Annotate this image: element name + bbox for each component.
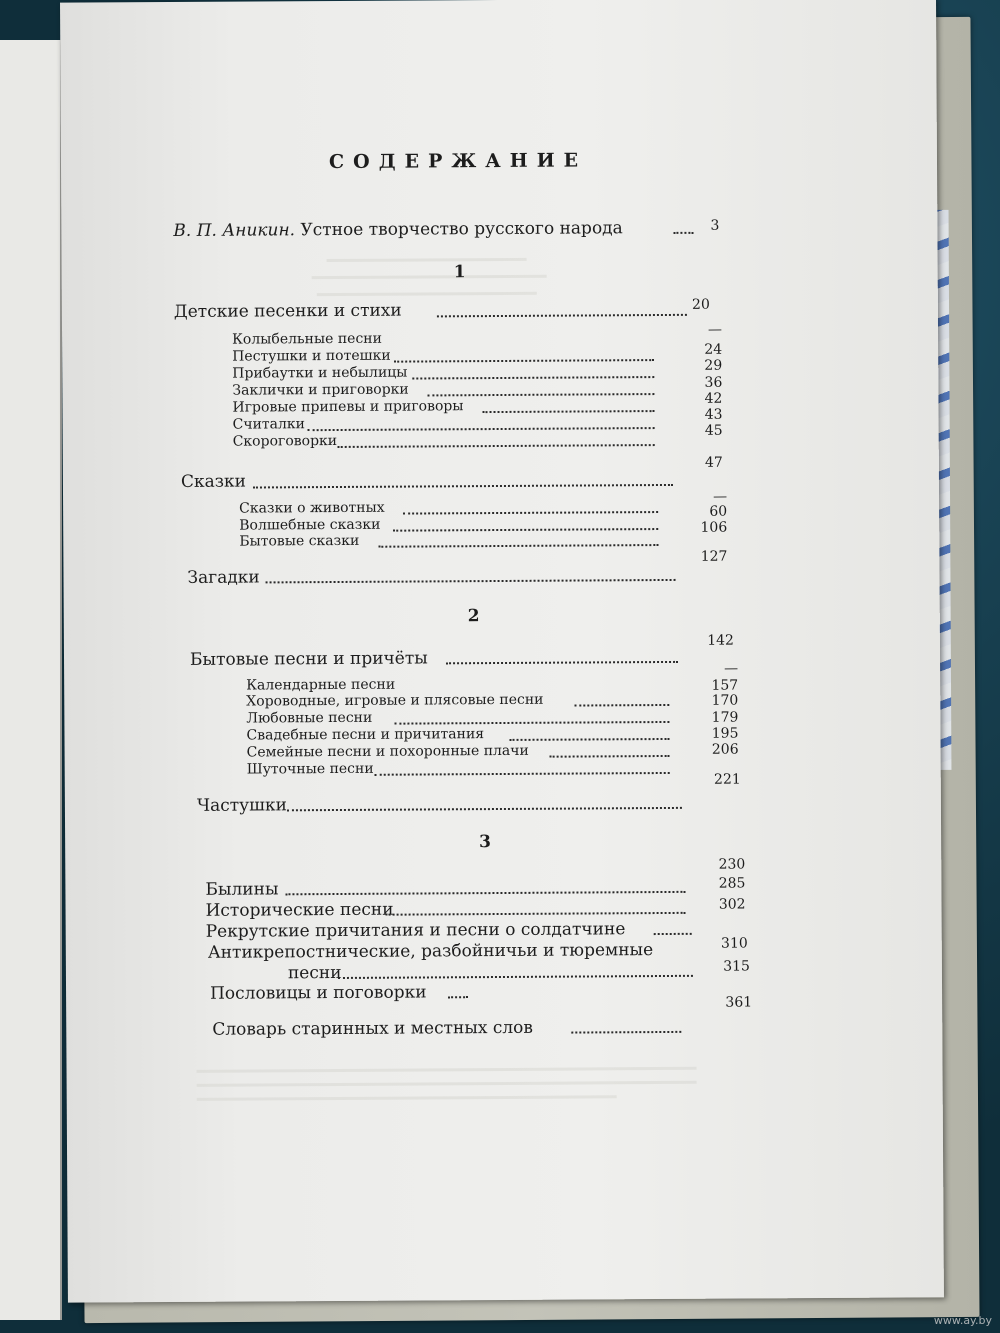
leader-dots bbox=[253, 484, 673, 489]
leader-dots bbox=[375, 772, 670, 776]
toc-entry-title: Детские песенки и стихи bbox=[173, 300, 402, 322]
toc-subentry-title: Календарные песни bbox=[246, 676, 396, 694]
section-number: 3 bbox=[479, 832, 492, 853]
toc-entry-page: 285 bbox=[718, 875, 746, 892]
toc-entry-page: 315 bbox=[723, 958, 750, 975]
toc-entry-page: 310 bbox=[720, 935, 748, 952]
toc-subentry-title: Бытовые сказки bbox=[239, 532, 360, 550]
toc-subentry-title: Волшебные сказки bbox=[239, 516, 381, 534]
leader-dots bbox=[654, 933, 692, 935]
leader-dots bbox=[483, 410, 655, 413]
intro-text: Устное творчество русского народа bbox=[300, 218, 623, 241]
leader-dots bbox=[574, 704, 669, 707]
leader-dots bbox=[550, 755, 670, 758]
toc-subentry-page: 206 bbox=[711, 741, 739, 758]
toc-subentry-title: Семейные песни и похоронные плачи bbox=[246, 742, 529, 761]
toc-subentry-page: 24 bbox=[704, 341, 723, 358]
leader-dots bbox=[378, 544, 658, 548]
toc-subentry-page: 42 bbox=[704, 390, 723, 407]
toc-entry-page: 47 bbox=[704, 454, 723, 471]
toc-subentry-title: Любовные песни bbox=[246, 709, 373, 727]
toc-subentry-page: 195 bbox=[711, 725, 739, 742]
toc-entry-page: 361 bbox=[725, 994, 753, 1011]
show-through-line bbox=[197, 1095, 617, 1101]
toc-entry-title: Пословицы и поговорки bbox=[210, 982, 427, 1004]
toc-subentry-page: 170 bbox=[711, 692, 739, 709]
toc-subentry-title: Сказки о животных bbox=[239, 499, 385, 517]
show-through-line bbox=[312, 275, 547, 279]
show-through-line bbox=[197, 1067, 697, 1073]
toc-subentry-page: 45 bbox=[704, 422, 723, 439]
leader-dots bbox=[394, 721, 669, 725]
toc-subentry-title: Скороговорки bbox=[232, 432, 338, 450]
toc-entry-page: 20 bbox=[691, 296, 710, 313]
section-number: 1 bbox=[453, 262, 466, 283]
toc-subentry-title: Шуточные песни bbox=[246, 760, 374, 778]
leader-dots bbox=[571, 1031, 681, 1034]
leader-dots bbox=[308, 427, 655, 431]
toc-entry-title: Рекрутские причитания и песни о солдатчине bbox=[205, 919, 626, 942]
show-through-line bbox=[317, 292, 537, 296]
toc-entry-title: Бытовые песни и причёты bbox=[189, 648, 428, 670]
toc-entry-title: Антикрепостнические, разбойничьи и тюремные bbox=[207, 940, 654, 963]
show-through-line bbox=[327, 258, 527, 262]
leader-dots bbox=[437, 314, 687, 318]
leader-dots bbox=[386, 912, 686, 916]
leader-dots bbox=[427, 393, 654, 396]
leader-dots bbox=[448, 996, 468, 998]
leader-dots bbox=[446, 661, 678, 664]
toc-subentry-title: Игровые припевы и приговоры bbox=[232, 398, 464, 416]
toc-subentry-page: 60 bbox=[709, 503, 728, 520]
watermark: www.ay.by bbox=[933, 1314, 992, 1327]
page-title: СОДЕРЖАНИЕ bbox=[328, 149, 588, 174]
toc-entry-title: Загадки bbox=[187, 567, 260, 588]
toc-subentry-page: 36 bbox=[704, 374, 723, 391]
leader-dots bbox=[266, 579, 676, 584]
toc-entry-title: Сказки bbox=[180, 471, 246, 492]
leader-dots bbox=[394, 359, 654, 363]
toc-entry-page: 230 bbox=[718, 856, 746, 873]
toc-subentry-title: Пестушки и потешки bbox=[232, 347, 391, 365]
leader-dots bbox=[338, 975, 693, 979]
toc-subentry-title: Заклички и приговорки bbox=[232, 381, 409, 399]
intro-line bbox=[173, 218, 622, 241]
intro-page: 3 bbox=[710, 217, 720, 234]
intro-author: В. П. Аникин. bbox=[173, 220, 296, 241]
toc-subentry-page: 179 bbox=[711, 709, 739, 726]
toc-subentry-page: 157 bbox=[711, 677, 739, 694]
toc-subentry-title: Колыбельные песни bbox=[232, 330, 382, 348]
section-number: 2 bbox=[467, 606, 480, 627]
toc-entry-title-continued: песни bbox=[287, 962, 342, 984]
toc-entry-title: Словарь старинных и местных слов bbox=[212, 1017, 534, 1040]
toc-entry-page: 302 bbox=[718, 896, 746, 913]
show-through-line bbox=[197, 1081, 697, 1087]
toc-entry-title: Исторические песни bbox=[205, 899, 394, 921]
leader-dots bbox=[403, 511, 658, 515]
toc-entry-page: 142 bbox=[707, 632, 734, 649]
toc-subentry-title: Прибаутки и небылицы bbox=[232, 364, 408, 382]
toc-subentry-page: — bbox=[712, 488, 728, 505]
leader-dots bbox=[393, 528, 658, 532]
toc-subentry-page: 29 bbox=[704, 357, 723, 374]
toc-subentry-page: — bbox=[707, 321, 723, 338]
leader-dots bbox=[412, 376, 654, 379]
toc-entry-page: 127 bbox=[700, 548, 728, 565]
toc-entry-title: Частушки bbox=[196, 795, 287, 816]
leader-dots bbox=[510, 738, 670, 741]
toc-subentry-title: Считалки bbox=[232, 416, 306, 433]
toc-entry-title: Былины bbox=[205, 879, 279, 900]
left-page-edge bbox=[0, 40, 62, 1320]
toc-subentry-page: — bbox=[724, 660, 739, 677]
toc-subentry-page: 43 bbox=[704, 406, 723, 423]
contents-page bbox=[60, 0, 944, 1303]
toc-entry-page: 221 bbox=[713, 771, 741, 788]
leader-dots bbox=[285, 891, 685, 895]
toc-subentry-title: Свадебные песни и причитания bbox=[246, 726, 485, 744]
toc-subentry-page: 106 bbox=[700, 519, 728, 536]
toc-subentry-title: Хороводные, игровые и плясовые песни bbox=[246, 691, 544, 710]
leader-dots bbox=[338, 444, 655, 448]
leader-dots bbox=[287, 807, 682, 811]
